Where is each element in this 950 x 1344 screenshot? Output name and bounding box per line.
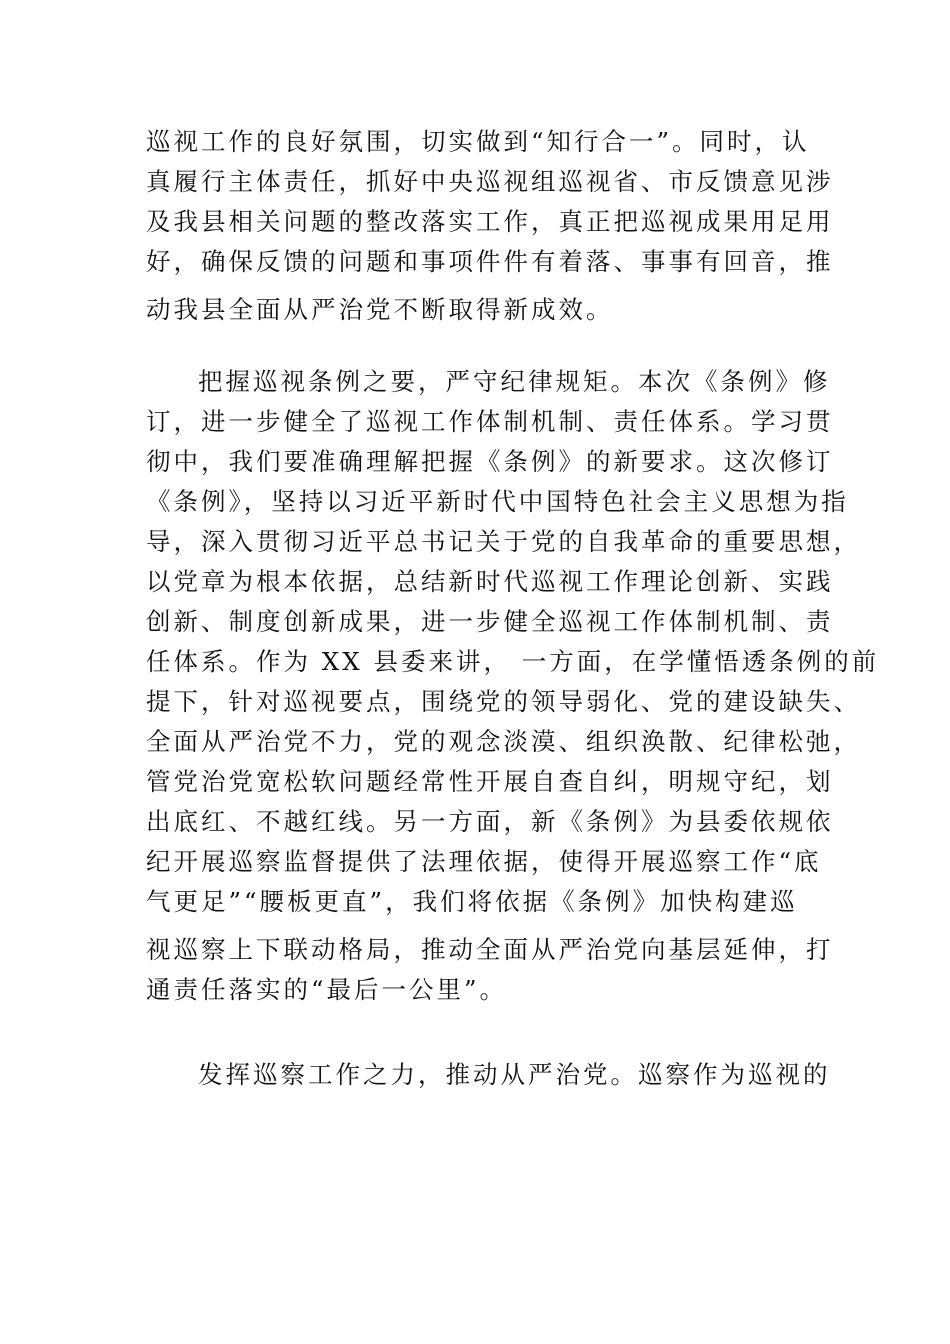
text-line: 好，确保反馈的问题和事项件件有着落、事事有回音，推 xyxy=(146,247,834,276)
text-line: 纪开展巡察监督提供了法理依据，使得开展巡察工作“底 xyxy=(146,847,822,876)
text-line: 巡视工作的良好氛围，切实做到“知行合一”。同时，认 xyxy=(146,127,810,156)
text-line: 出底红、不越红线。另一方面，新《条例》为县委依规依 xyxy=(146,807,834,836)
paragraph-3 xyxy=(146,1055,831,1095)
text-line: 气更足”“腰板更直”，我们将依据《条例》加快构建巡 xyxy=(146,887,798,916)
text-line: 订，进一步健全了巡视工作体制机制、责任体系。学习贯 xyxy=(146,407,834,436)
text-line: 管党治党宽松软问题经常性开展自查自纠，明规守纪，划 xyxy=(146,767,834,796)
text-line: 通责任落实的“最后一公里”。 xyxy=(146,975,508,1004)
text-line: 彻中，我们要准确理解把握《条例》的新要求。这次修订 xyxy=(146,447,834,476)
text-line: 以党章为根本依据，总结新时代巡视工作理论创新、实践 xyxy=(146,567,834,596)
text-line: 《条例》，坚持以习近平新时代中国特色社会主义思想为指 xyxy=(146,487,849,516)
text-line: 动我县全面从严治党不断取得新成效。 xyxy=(146,295,614,324)
text-line: 及我县相关问题的整改落实工作，真正把巡视成果用足用 xyxy=(146,207,834,236)
text-line: 视巡察上下联动格局，推动全面从严治党向基层延伸，打 xyxy=(146,935,834,964)
text-line: 真履行主体责任，抓好中央巡视组巡视省、市反馈意见涉 xyxy=(146,167,834,196)
text-line: 导，深入贯彻习近平总书记关于党的自我革命的重要思想， xyxy=(146,527,861,556)
text-line: 把握巡视条例之要，严守纪律规矩。本次《条例》修 xyxy=(198,367,831,396)
text-line: 提下，针对巡视要点，围绕党的领导弱化、党的建设缺失、 xyxy=(146,687,861,716)
text-line: 发挥巡察工作之力，推动从严治党。巡察作为巡视的 xyxy=(198,1060,831,1089)
text-line: 任体系。作为 XX 县委来讲， 一方面，在学懂悟透条例的前 xyxy=(146,647,880,676)
paragraph-2 xyxy=(146,362,880,1010)
text-line: 创新、制度创新成果，进一步健全巡视工作体制机制、责 xyxy=(146,607,834,636)
paragraph-1 xyxy=(146,122,834,330)
text-line: 全面从严治党不力，党的观念淡漠、组织涣散、纪律松弛， xyxy=(146,727,861,756)
